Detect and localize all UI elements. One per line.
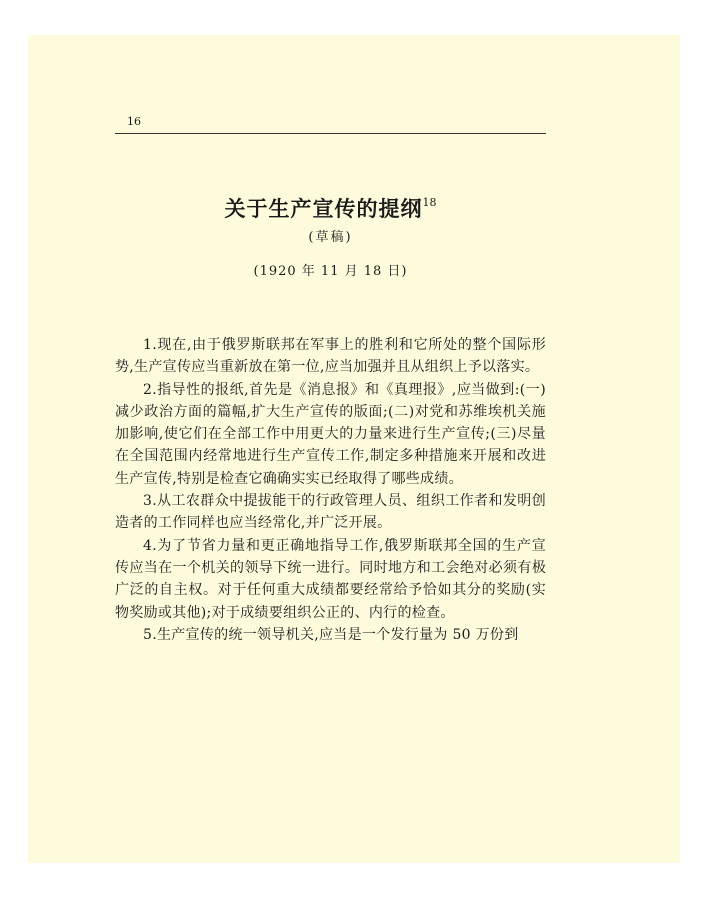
paragraph: 5.生产宣传的统一领导机关,应当是一个发行量为 50 万份到 (143, 626, 519, 643)
title-text: 关于生产宣传的提纲 (224, 197, 423, 221)
footnote-marker[interactable]: 18 (422, 196, 437, 209)
paragraph: 3.从工农群众中提拔能干的行政管理人员、组织工作者和发明创造者的工作同样也应当经常化,并广泛开展。 (115, 493, 546, 532)
document-date: (1920 年 11 月 18 日) (253, 264, 408, 279)
body-text (115, 334, 546, 646)
paragraph: 4.为了节省力量和更正确地指导工作,俄罗斯联邦全国的生产宣传应当在一个机关的领导下统一进行。同时地方和工会绝对必须有极广泛的自主权。对于任何重大成绩都要经常给予恰如其分的奖励(实物奖励或其他);对于成绩要组织公正的、内行的检查。 (115, 537, 546, 621)
page-number: 16 (127, 115, 141, 128)
document-title (115, 195, 546, 223)
paragraph: 2.指导性的报纸,首先是《消息报》和《真理报》,应当做到:(一)减少政治方面的篇幅,扩大生产宣传的版面;(二)对党和苏维埃机关施加影响,使它们在全部工作中用更大的力量来进行生产宣传;(三)尽量在全国范围内经常地进行生产宣传工作,制定多种措施来开展和改进生产宣传,特别是检查它确确实实已经取得了哪些成绩。 (115, 381, 546, 487)
header-rule (115, 133, 546, 134)
document-subtitle: (草稿) (308, 230, 353, 245)
paragraph: 1.现在,由于俄罗斯联邦在军事上的胜利和它所处的整个国际形势,生产宣传应当重新放在第一位,应当加强并且从组织上予以落实。 (115, 337, 546, 376)
